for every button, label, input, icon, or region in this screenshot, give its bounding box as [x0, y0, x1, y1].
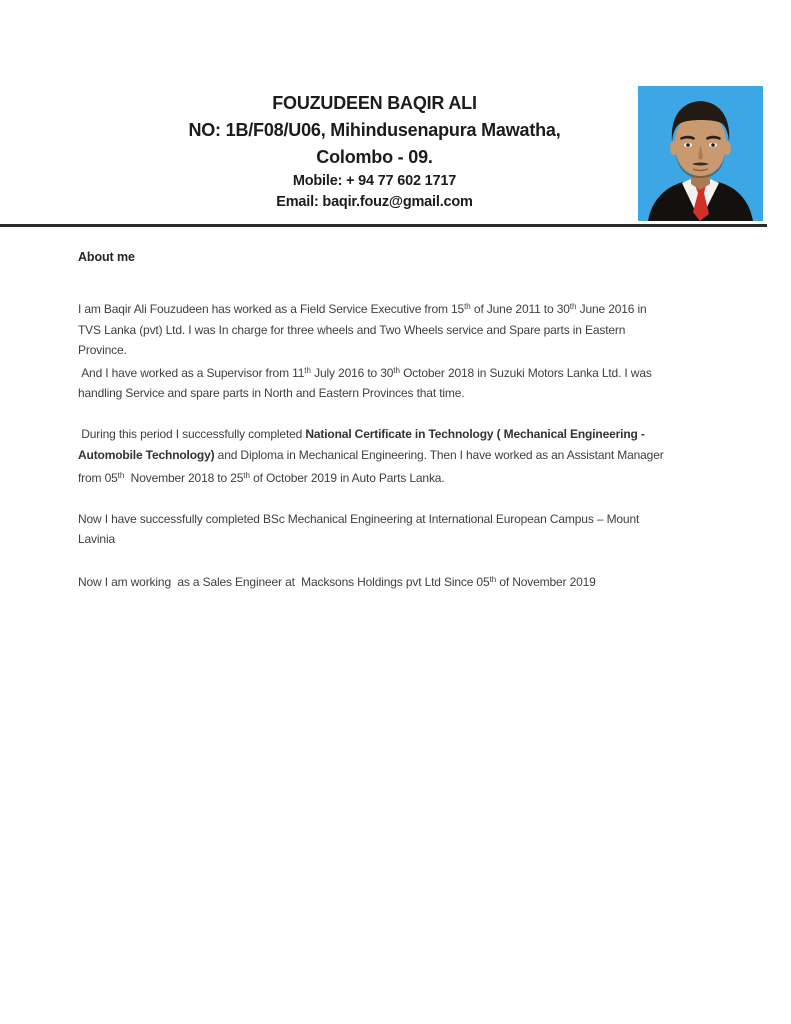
header-divider	[0, 224, 767, 227]
profile-photo	[638, 86, 763, 221]
mobile-number: Mobile: + 94 77 602 1717	[292, 173, 457, 189]
pupil-left	[686, 143, 690, 147]
about-section-title: About me	[78, 250, 135, 264]
about-paragraph-2: During this period I successfully completed National Certificate in Technology ( Mechanical Engineering - Automobile Technology) and Diploma in Mechanical Engineering. Then I have worked as an Assistant Manager from 05th November 2018 to 25th of October 2019 in Auto Parts Lanka.	[78, 427, 664, 485]
email-address: Email: baqir.fouz@gmail.com	[276, 194, 473, 210]
about-paragraph-4: Now I am working as a Sales Engineer at Macksons Holdings pvt Ltd Since 05th of November 2019	[78, 575, 596, 590]
address-line-1: NO: 1B/F08/U06, Mihindusenapura Mawatha,	[188, 120, 561, 140]
pupil-right	[711, 143, 715, 147]
address-line-2: Colombo - 09.	[316, 147, 433, 167]
about-section-body	[78, 297, 784, 614]
header-block	[0, 90, 749, 213]
about-paragraph-3: Now I have successfully completed BSc Mechanical Engineering at International European Campus – Mount Lavinia	[78, 511, 640, 547]
about-paragraph-1: I am Baqir Ali Fouzudeen has worked as a Field Service Executive from 15th of June 2011 to 30th June 2016 in TVS Lanka (pvt) Ltd. I was In charge for three wheels and Two Wheels service and Spare parts in Eastern Province. And I have worked as a Supervisor from 11th July 2016 to 30th October 2018 in Suzuki Motors Lanka Ltd. I was handling Service and spare parts in North and Eastern Provinces that time.	[78, 302, 652, 401]
candidate-name: FOUZUDEEN BAQIR ALI	[272, 93, 477, 113]
